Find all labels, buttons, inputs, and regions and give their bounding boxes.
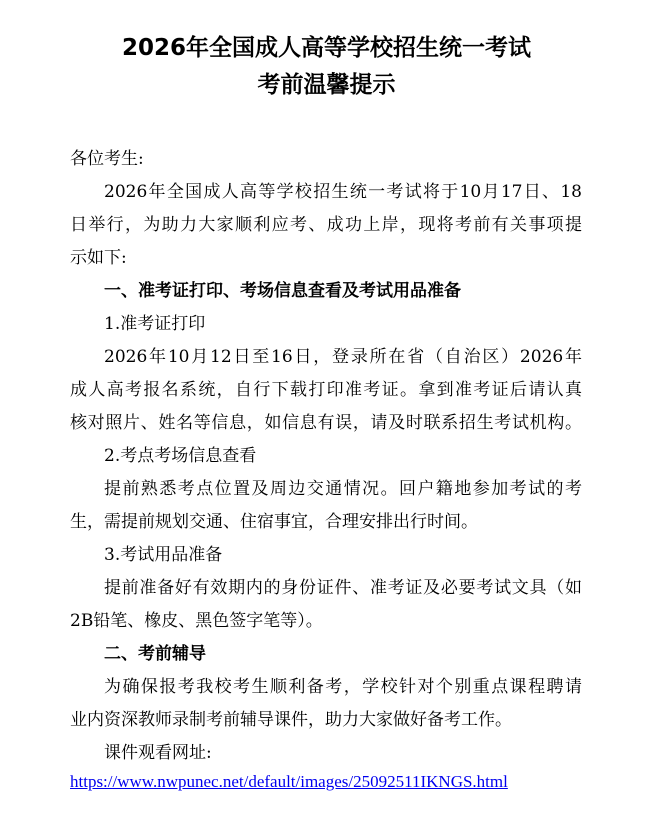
item-1-paragraph-line-2: 成人高考报名系统，自行下载打印准考证。拿到准考证后请认真 [70,380,582,400]
item-2-title: 2.考点考场信息查看 [104,446,257,466]
courseware-link-label: 课件观看网址: [104,743,212,763]
courseware-url-link[interactable]: https://www.nwpunec.net/default/images/25092511IKNGS.html [70,772,508,791]
item-1-paragraph-line-1: 2026年10月12日至16日，登录所在省（自治区）2026年 [104,347,582,367]
item-3-paragraph-line-2: 2B铅笔、橡皮、黑色签字笔等）。 [70,611,323,631]
item-1-paragraph-line-3: 核对照片、姓名等信息，如信息有误，请及时联系招生考试机构。 [70,413,582,433]
item-2-paragraph-line-1: 提前熟悉考点位置及周边交通情况。回户籍地参加考试的考 [104,479,582,499]
salutation: 各位考生: [70,149,144,169]
section-2-paragraph-line-1: 为确保报考我校考生顺利备考，学校针对个别重点课程聘请 [104,677,582,697]
item-2-paragraph-line-2: 生，需提前规划交通、住宿事宜，合理安排出行时间。 [70,512,478,532]
section-2-heading: 二、考前辅导 [104,644,206,664]
section-1-heading: 一、准考证打印、考场信息查看及考试用品准备 [104,281,461,301]
document-title-line-2: 考前温馨提示 [257,72,396,98]
document-title-line-1: 2026年全国成人高等学校招生统一考试 [121,35,531,61]
item-1-title: 1.准考证打印 [104,314,206,334]
section-2-paragraph-line-2: 业内资深教师录制考前辅导课件，助力大家做好备考工作。 [70,710,512,730]
item-3-title: 3.考试用品准备 [104,545,223,565]
intro-paragraph-line-1: 2026年全国成人高等学校招生统一考试将于10月17日、18 [104,182,582,202]
intro-paragraph-line-2: 日举行，为助力大家顺利应考、成功上岸，现将考前有关事项提 [70,215,582,235]
intro-paragraph-line-3: 示如下: [70,248,127,268]
item-3-paragraph-line-1: 提前准备好有效期内的身份证件、准考证及必要考试文具（如 [104,578,582,598]
